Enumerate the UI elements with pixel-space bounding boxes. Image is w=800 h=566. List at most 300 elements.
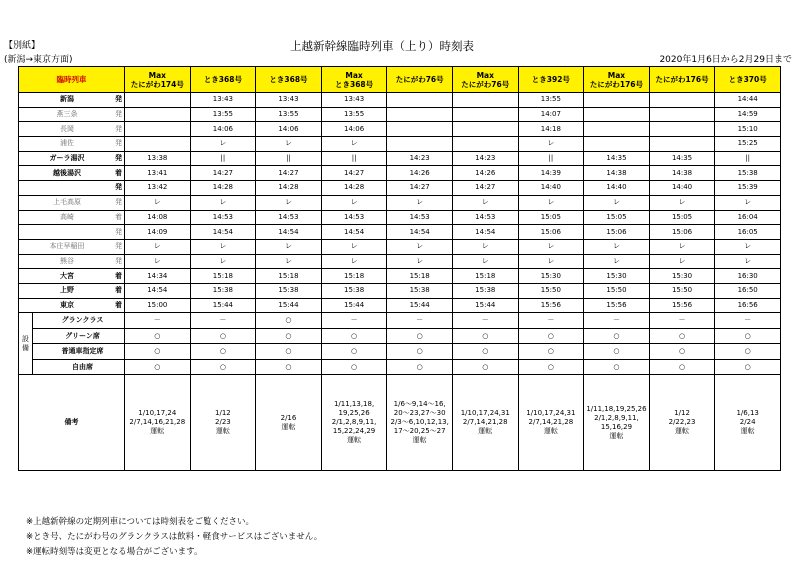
remarks-line: 2/3～6,10,12,13, — [390, 418, 449, 427]
equipment-mark: － — [190, 313, 256, 329]
train-name-line2: たにがわ176号 — [589, 79, 644, 89]
time-cell: レ — [649, 254, 715, 269]
timetable — [18, 66, 781, 471]
remarks-line: 2/1,2,8,9,11, — [594, 413, 639, 422]
time-cell — [584, 122, 650, 137]
remarks-line: 20～23,27～30 — [393, 409, 446, 418]
time-cell: 15:06 — [584, 225, 650, 240]
time-cell — [387, 107, 453, 122]
arr-dep-kind: 着 — [115, 168, 122, 177]
equipment-label — [19, 313, 33, 375]
time-cell: 15:38 — [321, 283, 387, 298]
time-cell: 15:56 — [584, 298, 650, 313]
remarks-line: 1/6～9,14～16, — [393, 400, 446, 409]
time-cell: 15:05 — [649, 210, 715, 225]
station-row — [19, 269, 781, 284]
station-row — [19, 107, 781, 122]
time-cell: 15:18 — [452, 269, 518, 284]
train-name-line1: Max — [148, 70, 166, 80]
time-cell — [387, 93, 453, 108]
arr-dep-kind: 発 — [115, 198, 122, 207]
time-cell: レ — [321, 254, 387, 269]
time-cell: 16:05 — [715, 225, 781, 240]
time-cell — [584, 137, 650, 152]
remarks-line: 2/1,2,8,9,11, — [331, 418, 377, 427]
time-cell: 14:27 — [387, 181, 453, 196]
train-name-line1: Max — [607, 70, 626, 80]
time-cell: レ — [518, 195, 584, 210]
time-cell: 15:38 — [452, 283, 518, 298]
time-cell: 15:50 — [584, 283, 650, 298]
time-cell: レ — [715, 195, 781, 210]
station-name: 浦佐 — [60, 139, 74, 148]
equipment-mark: ○ — [190, 359, 256, 375]
station-cell — [19, 239, 125, 254]
time-cell: 14:59 — [715, 107, 781, 122]
time-cell: 13:42 — [125, 181, 191, 196]
train-header-8 — [584, 67, 650, 93]
station-name: 上野 — [60, 286, 74, 295]
equipment-mark: ○ — [125, 328, 191, 344]
time-cell: 14:54 — [125, 283, 191, 298]
time-cell: レ — [584, 254, 650, 269]
time-cell: 15:50 — [518, 283, 584, 298]
time-cell — [387, 122, 453, 137]
train-header-9 — [649, 67, 715, 93]
arr-dep-kind: 発 — [115, 183, 122, 192]
time-cell: 15:56 — [649, 298, 715, 313]
time-cell: レ — [256, 254, 322, 269]
time-cell: 14:06 — [256, 122, 322, 137]
remarks-line: 1/10,17,24,31 — [460, 409, 510, 418]
arr-dep-kind: 発 — [115, 139, 122, 148]
time-cell: 16:50 — [715, 283, 781, 298]
time-cell: 14:28 — [190, 181, 256, 196]
equipment-mark: ○ — [190, 328, 256, 344]
remarks-line: 運転 — [412, 436, 427, 445]
time-cell: レ — [518, 254, 584, 269]
time-cell: || — [190, 151, 256, 166]
time-cell: レ — [452, 254, 518, 269]
time-cell: 14:53 — [387, 210, 453, 225]
equipment-mark: ○ — [321, 328, 387, 344]
timetable-body — [19, 93, 781, 471]
equipment-mark: － — [321, 313, 387, 329]
station-row — [19, 166, 781, 181]
remarks-line: 1/10,17,24,31 — [526, 409, 576, 418]
equipment-name: グランクラス — [33, 313, 125, 329]
time-cell: レ — [321, 239, 387, 254]
time-cell: 14:07 — [518, 107, 584, 122]
time-cell: レ — [190, 239, 256, 254]
equipment-mark: ○ — [190, 344, 256, 360]
time-cell: 15:18 — [321, 269, 387, 284]
time-cell — [387, 137, 453, 152]
station-cell — [19, 195, 125, 210]
remarks-line: 1/12 — [215, 409, 231, 418]
equipment-mark: ○ — [256, 313, 322, 329]
time-cell: 14:40 — [584, 181, 650, 196]
remarks-line: 運転 — [675, 427, 690, 436]
time-cell: レ — [452, 239, 518, 254]
remarks-cell — [190, 375, 256, 471]
arr-dep-kind: 着 — [115, 271, 122, 280]
arr-dep-kind: 発 — [115, 242, 122, 251]
time-cell: 15:10 — [715, 122, 781, 137]
time-cell: || — [518, 151, 584, 166]
time-cell: 15:38 — [190, 283, 256, 298]
time-cell: 16:04 — [715, 210, 781, 225]
time-cell: 14:38 — [584, 166, 650, 181]
train-header-10 — [715, 67, 781, 93]
time-cell: 14:26 — [452, 166, 518, 181]
station-row — [19, 93, 781, 108]
time-cell: || — [715, 151, 781, 166]
remarks-line: 2/16 — [280, 413, 297, 422]
time-cell: 15:38 — [715, 166, 781, 181]
time-cell: 15:00 — [125, 298, 191, 313]
time-cell: 14:39 — [518, 166, 584, 181]
train-header-5 — [387, 67, 453, 93]
time-cell — [584, 107, 650, 122]
remarks-line: 1/12 — [674, 409, 690, 418]
arr-dep-kind: 発 — [115, 95, 122, 104]
equipment-mark: ○ — [321, 359, 387, 375]
train-header-2 — [190, 67, 256, 93]
remarks-cell — [518, 375, 584, 471]
time-cell — [125, 93, 191, 108]
time-cell: 16:30 — [715, 269, 781, 284]
time-cell: 15:30 — [649, 269, 715, 284]
time-cell: レ — [452, 195, 518, 210]
equipment-mark: － — [649, 313, 715, 329]
time-cell: 15:44 — [321, 298, 387, 313]
time-cell: 16:56 — [715, 298, 781, 313]
station-cell — [19, 137, 125, 152]
time-cell: 14:09 — [125, 225, 191, 240]
time-cell: 13:43 — [321, 93, 387, 108]
station-row — [19, 137, 781, 152]
time-cell: 15:44 — [256, 298, 322, 313]
time-cell: 13:55 — [321, 107, 387, 122]
remarks-label: 備考 — [19, 375, 125, 471]
station-cell — [19, 298, 125, 313]
time-cell: 14:26 — [387, 166, 453, 181]
remarks-line: 運転 — [740, 427, 755, 436]
time-cell: 14:34 — [125, 269, 191, 284]
time-cell: 15:06 — [649, 225, 715, 240]
time-cell: レ — [125, 195, 191, 210]
time-cell — [649, 137, 715, 152]
equipment-label-char: 設 — [22, 334, 29, 343]
time-cell: 15:25 — [715, 137, 781, 152]
time-cell: 13:38 — [125, 151, 191, 166]
time-cell: 15:50 — [649, 283, 715, 298]
time-cell: 15:18 — [387, 269, 453, 284]
period-label: 2020年1月6日から2月29日まで — [659, 55, 792, 65]
time-cell: 15:39 — [715, 181, 781, 196]
time-cell — [125, 137, 191, 152]
arr-dep-kind: 着 — [115, 286, 122, 295]
time-cell: レ — [387, 239, 453, 254]
time-cell — [452, 137, 518, 152]
remarks-line: 運転 — [281, 422, 296, 431]
equipment-name: グリーン席 — [33, 328, 125, 344]
station-row — [19, 210, 781, 225]
arr-dep-kind: 発 — [115, 154, 122, 163]
direction-label: (新潟→東京方面) — [4, 55, 73, 65]
time-cell: 15:44 — [190, 298, 256, 313]
time-cell — [649, 122, 715, 137]
time-cell: 13:55 — [518, 93, 584, 108]
time-cell: 14:38 — [649, 166, 715, 181]
station-row — [19, 181, 781, 196]
time-cell: 15:18 — [256, 269, 322, 284]
train-name-line1: たにがわ76号 — [395, 75, 444, 84]
time-cell: 14:08 — [125, 210, 191, 225]
remarks-line: 1/11,18,19,25,26 — [586, 404, 647, 413]
equipment-mark: ○ — [584, 344, 650, 360]
train-name-line1: とき392号 — [531, 75, 570, 84]
train-name-line1: Max — [476, 70, 494, 80]
station-name: 東京 — [60, 300, 74, 309]
time-cell: 13:43 — [256, 93, 322, 108]
equipment-mark: ○ — [125, 359, 191, 375]
remarks-cell — [256, 375, 322, 471]
attachment-label: 【別紙】 — [4, 41, 41, 51]
time-cell: 14:28 — [321, 181, 387, 196]
time-cell: 14:54 — [190, 225, 256, 240]
remarks-line: 2/23 — [215, 418, 231, 427]
notes — [26, 515, 322, 560]
remarks-line: 2/24 — [739, 418, 756, 427]
time-cell: 14:54 — [321, 225, 387, 240]
time-cell: 14:53 — [190, 210, 256, 225]
time-cell: レ — [518, 137, 584, 152]
station-name: ガーラ湯沢 — [49, 154, 85, 163]
equipment-name: 普通車指定席 — [33, 344, 125, 360]
remarks-line: 2/7,14,16,21,28 — [129, 418, 186, 427]
time-cell: 14:18 — [518, 122, 584, 137]
time-cell: レ — [584, 239, 650, 254]
time-cell: レ — [190, 254, 256, 269]
train-header-row — [19, 67, 781, 93]
equipment-row — [19, 359, 781, 375]
time-cell: レ — [256, 195, 322, 210]
time-cell: 15:06 — [518, 225, 584, 240]
time-cell — [452, 107, 518, 122]
time-cell: 15:44 — [452, 298, 518, 313]
train-header-6 — [452, 67, 518, 93]
time-cell: レ — [518, 239, 584, 254]
remarks-line: 15,16,29 — [600, 422, 633, 431]
equipment-mark: ○ — [584, 328, 650, 344]
time-cell: レ — [584, 195, 650, 210]
station-name: 高崎 — [60, 212, 74, 221]
remarks-cell — [649, 375, 715, 471]
train-name-line1: とき368号 — [203, 75, 242, 84]
equipment-mark: ○ — [452, 328, 518, 344]
equipment-mark: ○ — [321, 344, 387, 360]
time-cell: レ — [649, 195, 715, 210]
station-name: 上毛高原 — [53, 198, 81, 207]
time-cell: 14:35 — [649, 151, 715, 166]
equipment-mark: － — [387, 313, 453, 329]
equipment-mark: ○ — [649, 328, 715, 344]
remarks-line: 17～20,25～27 — [393, 427, 446, 436]
remarks-cell — [125, 375, 191, 471]
remarks-line: 1/6,13 — [736, 409, 759, 418]
remarks-line: 運転 — [150, 427, 165, 436]
time-cell — [452, 93, 518, 108]
note-3: ※運転時刻等は変更となる場合がございます。 — [26, 547, 203, 557]
arr-dep-kind: 発 — [115, 110, 122, 119]
time-cell: 14:53 — [452, 210, 518, 225]
time-cell: 13:43 — [190, 93, 256, 108]
train-name-line2: とき368号 — [335, 79, 374, 89]
station-name: 燕三条 — [56, 110, 78, 119]
station-cell — [19, 254, 125, 269]
remarks-line: 2/7,14,21,28 — [528, 418, 574, 427]
station-cell — [19, 107, 125, 122]
remarks-cell — [452, 375, 518, 471]
station-row — [19, 151, 781, 166]
time-cell — [125, 107, 191, 122]
time-cell: || — [321, 151, 387, 166]
time-cell: 14:40 — [649, 181, 715, 196]
time-cell: レ — [387, 195, 453, 210]
note-2: ※とき号、たにがわ号のグランクラスは飲料・軽食サービスはございません。 — [26, 532, 323, 542]
remarks-line: 1/10,17,24 — [138, 409, 177, 418]
time-cell: 14:28 — [256, 181, 322, 196]
time-cell: 15:05 — [518, 210, 584, 225]
time-cell: 14:23 — [387, 151, 453, 166]
station-row — [19, 298, 781, 313]
time-cell: 15:44 — [387, 298, 453, 313]
equipment-mark: ○ — [715, 359, 781, 375]
time-cell: レ — [387, 254, 453, 269]
remarks-cell — [321, 375, 387, 471]
time-cell: 15:18 — [190, 269, 256, 284]
station-cell — [19, 269, 125, 284]
remarks-line: 15,22,24,29 — [332, 427, 376, 436]
remarks-line: 2/22,23 — [668, 418, 696, 427]
time-cell: 14:27 — [256, 166, 322, 181]
time-cell: 14:44 — [715, 93, 781, 108]
equipment-mark: ○ — [649, 344, 715, 360]
time-cell: 14:23 — [452, 151, 518, 166]
remarks-line: 運転 — [215, 427, 230, 436]
train-header-1 — [125, 67, 191, 93]
arr-dep-kind: 発 — [115, 256, 122, 265]
station-cell — [19, 122, 125, 137]
train-name-line1: Max — [345, 70, 363, 80]
time-cell: レ — [190, 137, 256, 152]
time-cell: レ — [321, 137, 387, 152]
station-row — [19, 225, 781, 240]
time-cell: 14:53 — [256, 210, 322, 225]
remarks-line: 2/7,14,21,28 — [462, 418, 508, 427]
equipment-mark: － — [518, 313, 584, 329]
time-cell: 14:54 — [387, 225, 453, 240]
time-cell: 15:56 — [518, 298, 584, 313]
train-header-4 — [321, 67, 387, 93]
time-cell: 14:06 — [321, 122, 387, 137]
time-cell: 14:54 — [256, 225, 322, 240]
station-cell — [19, 210, 125, 225]
equipment-mark: － — [715, 313, 781, 329]
train-name-line1: とき370号 — [728, 75, 767, 84]
equipment-row — [19, 313, 781, 329]
remarks-row — [19, 375, 781, 471]
time-cell: 14:35 — [584, 151, 650, 166]
equipment-mark: ○ — [452, 359, 518, 375]
note-1: ※上越新幹線の定期列車については時刻表をご覧ください。 — [26, 517, 254, 527]
station-cell — [19, 166, 125, 181]
station-cell — [19, 283, 125, 298]
equipment-mark: － — [452, 313, 518, 329]
equipment-mark: － — [125, 313, 191, 329]
station-cell — [19, 225, 125, 240]
equipment-mark: ○ — [584, 359, 650, 375]
station-row — [19, 254, 781, 269]
equipment-mark: ○ — [125, 344, 191, 360]
time-cell: レ — [649, 239, 715, 254]
corner-label: 臨時列車 — [19, 67, 125, 93]
arr-dep-kind: 着 — [115, 300, 122, 309]
station-row — [19, 195, 781, 210]
remarks-line: 運転 — [347, 436, 362, 445]
time-cell: 14:27 — [190, 166, 256, 181]
train-name-line1: たにがわ176号 — [655, 75, 709, 84]
time-cell — [125, 122, 191, 137]
equipment-mark: ○ — [715, 344, 781, 360]
time-cell: レ — [125, 239, 191, 254]
time-cell: 14:40 — [518, 181, 584, 196]
time-cell — [649, 93, 715, 108]
time-cell: 15:05 — [584, 210, 650, 225]
equipment-mark: ○ — [649, 359, 715, 375]
station-cell — [19, 151, 125, 166]
station-row — [19, 122, 781, 137]
time-cell: 13:41 — [125, 166, 191, 181]
time-cell: 15:38 — [387, 283, 453, 298]
time-cell: 14:27 — [321, 166, 387, 181]
train-header-3 — [256, 67, 322, 93]
station-row — [19, 283, 781, 298]
station-name: 新潟 — [60, 95, 74, 104]
time-cell: 15:30 — [584, 269, 650, 284]
time-cell: || — [256, 151, 322, 166]
station-name: 本庄早稲田 — [49, 242, 85, 251]
train-name-line1: とき368号 — [269, 75, 308, 84]
remarks-cell — [387, 375, 453, 471]
time-cell: 15:38 — [256, 283, 322, 298]
time-cell: 14:53 — [321, 210, 387, 225]
equipment-mark: ○ — [715, 328, 781, 344]
remarks-line: 運転 — [543, 427, 558, 436]
equipment-mark: ○ — [256, 328, 322, 344]
station-name: 長岡 — [60, 124, 74, 133]
equipment-mark: ○ — [256, 359, 322, 375]
train-name-line2: たにがわ174号 — [130, 79, 184, 89]
time-cell: レ — [190, 195, 256, 210]
station-name: 大宮 — [60, 271, 74, 280]
equipment-name: 自由席 — [33, 359, 125, 375]
time-cell: 13:55 — [190, 107, 256, 122]
page-title: 上越新幹線臨時列車（上り）時刻表 — [290, 39, 474, 53]
time-cell: レ — [715, 239, 781, 254]
